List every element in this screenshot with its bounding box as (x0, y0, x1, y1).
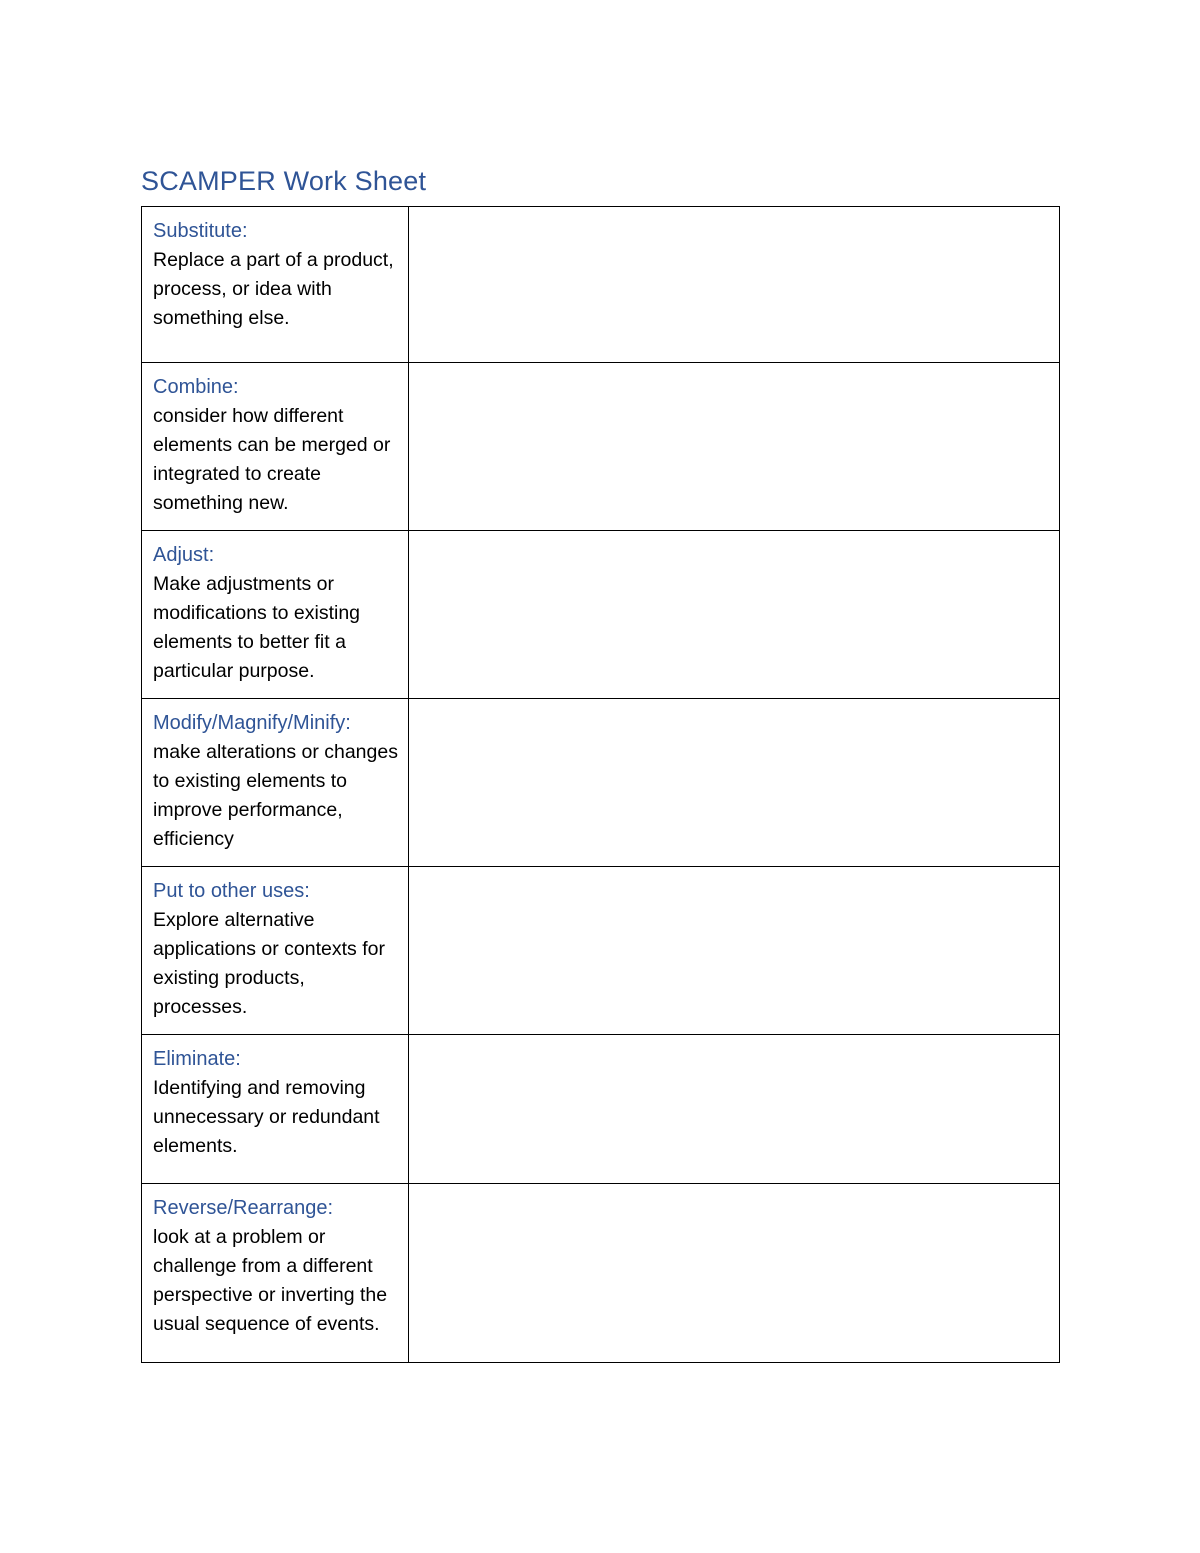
term-description: make alterations or changes to existing elements to improve performance, efficiency (153, 741, 398, 850)
term-description: look at a problem or challenge from a different perspective or inverting the usual sequence of events. (153, 1226, 388, 1335)
answer-cell-adjust[interactable] (409, 531, 1060, 699)
term-description: Make adjustments or modifications to existing elements to better fit a particular purpose. (153, 573, 361, 682)
term-label: Reverse/Rearrange: (153, 1197, 334, 1219)
prompt-cell-adjust (142, 531, 409, 699)
prompt-cell-reverse (142, 1184, 409, 1363)
prompt-cell-put-to-other-uses (142, 867, 409, 1035)
prompt-cell-modify (142, 699, 409, 867)
table-row (142, 867, 1060, 1035)
term-description: Identifying and removing unnecessary or redundant elements. (153, 1077, 380, 1157)
answer-cell-modify[interactable] (409, 699, 1060, 867)
answer-cell-reverse[interactable] (409, 1184, 1060, 1363)
term-description: Replace a part of a product, process, or idea with something else. (153, 249, 394, 329)
term-label: Modify/Magnify/Minify: (153, 712, 351, 734)
term-label: Adjust: (153, 544, 215, 566)
answer-cell-substitute[interactable] (409, 207, 1060, 363)
term-description: consider how different elements can be merged or integrated to create something new. (153, 405, 391, 514)
table-row (142, 207, 1060, 363)
term-label: Combine: (153, 376, 239, 398)
table-row (142, 699, 1060, 867)
term-label: Put to other uses: (153, 880, 310, 902)
prompt-cell-substitute (142, 207, 409, 363)
document-title: SCAMPER Work Sheet (141, 166, 427, 196)
table-row (142, 1184, 1060, 1363)
scamper-table (141, 206, 1060, 1363)
prompt-cell-combine (142, 363, 409, 531)
term-description: Explore alternative applications or contexts for existing products, processes. (153, 909, 385, 1018)
answer-cell-combine[interactable] (409, 363, 1060, 531)
term-label: Eliminate: (153, 1048, 241, 1070)
table-row (142, 1035, 1060, 1184)
term-label: Substitute: (153, 220, 248, 242)
answer-cell-eliminate[interactable] (409, 1035, 1060, 1184)
table-row (142, 363, 1060, 531)
prompt-cell-eliminate (142, 1035, 409, 1184)
answer-cell-put-to-other-uses[interactable] (409, 867, 1060, 1035)
table-row (142, 531, 1060, 699)
